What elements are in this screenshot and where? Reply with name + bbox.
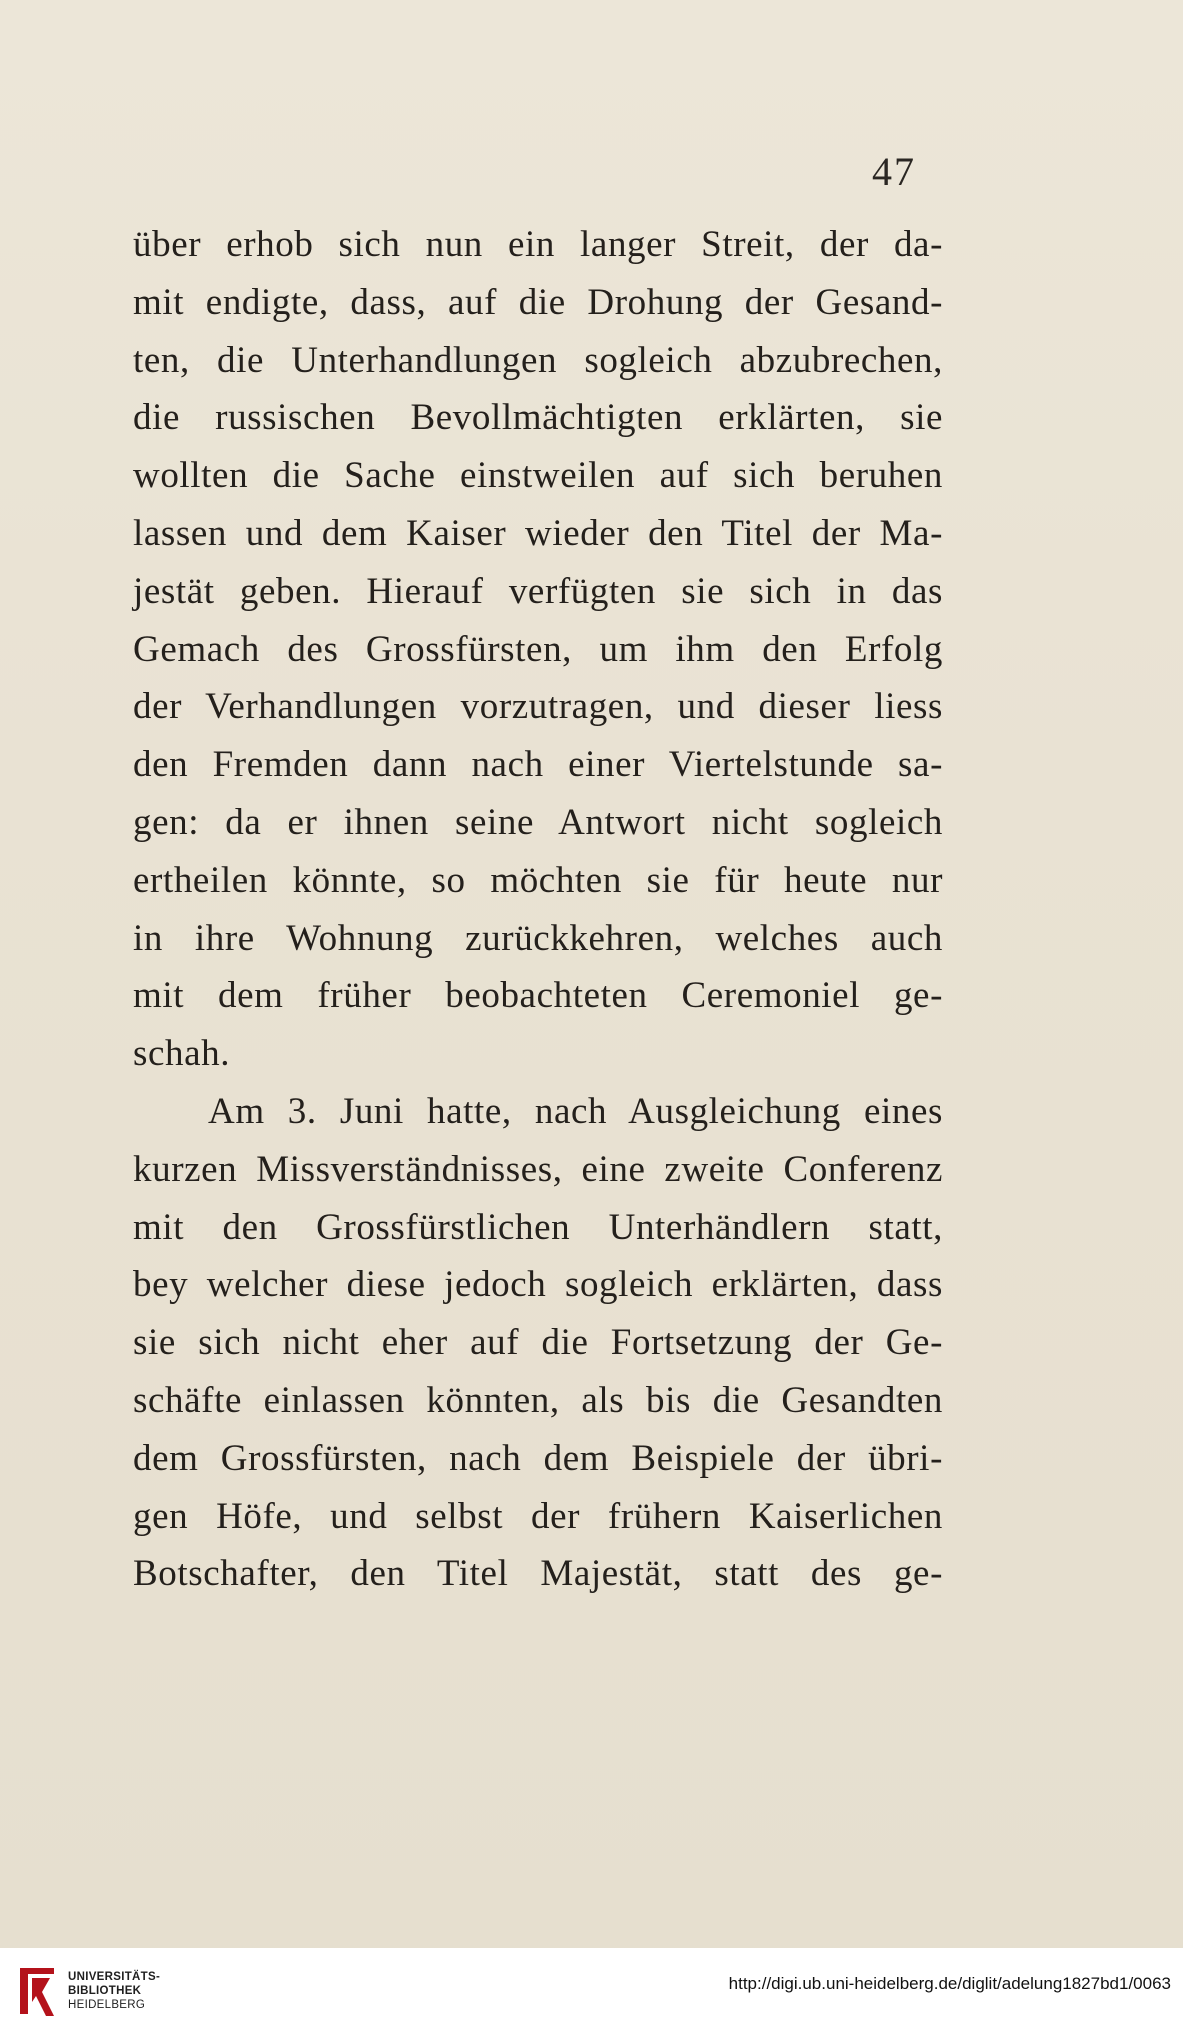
library-name-line: UNIVERSITÄTS- [68,1971,161,1983]
text-line: lassen und dem Kaiser wieder den Titel der Ma- [133,512,943,554]
text-line: in ihre Wohnung zurückkehren, welches auch [133,917,943,959]
text-line: kurzen Missverständnisses, eine zweite Conferenz [133,1148,943,1190]
text-line: Am 3. Juni hatte, nach Ausgleichung eines [208,1090,943,1132]
text-line: sie sich nicht eher auf die Fortsetzung der Ge- [133,1322,943,1364]
text-line: mit endigte, dass, auf die Drohung der Gesand- [133,281,943,323]
text-line: mit den Grossfürstlichen Unterhändlern statt, [133,1206,943,1248]
page-number: 47 [872,149,916,194]
text-line: Botschafter, den Titel Majestät, statt des ge- [133,1553,943,1595]
text-line: schah. [133,1033,231,1075]
text-line: den Fremden dann nach einer Viertelstunde sa- [133,744,943,786]
text-line: der Verhandlungen vorzutragen, und dieser liess [133,686,943,728]
text-line: wollten die Sache einstweilen auf sich beruhen [133,455,943,497]
body-text [133,216,943,1603]
text-line: gen: da er ihnen seine Antwort nicht sogleich [133,801,943,843]
library-name [68,1970,160,2012]
text-line: ertheilen könnte, so möchten sie für heute nur [133,859,943,901]
text-line: dem Grossfürsten, nach dem Beispiele der übri- [133,1437,943,1479]
text-line: über erhob sich nun ein langer Streit, der da- [133,224,943,265]
text-line: ten, die Unterhandlungen sogleich abzubrechen, [133,339,943,381]
library-name-line: HEIDELBERG [68,1999,146,2011]
library-name-line: BIBLIOTHEK [68,1985,142,1997]
text-line: Gemach des Grossfürsten, um ihm den Erfolg [133,628,943,670]
text-line: die russischen Bevollmächtigten erklärten, sie [133,397,943,439]
text-line: jestät geben. Hierauf verfügten sie sich in das [133,570,943,612]
library-logo-icon [14,1964,60,2020]
text-line: schäfte einlassen könnten, als bis die Gesandten [133,1379,943,1421]
source-url-link[interactable]: http://digi.ub.uni-heidelberg.de/diglit/adelung1827bd1/0063 [728,1974,1171,1993]
text-line: gen Höfe, und selbst der frühern Kaiserlichen [133,1495,943,1537]
footer-bar [0,1948,1183,2033]
text-line: mit dem früher beobachteten Ceremoniel ge- [133,975,943,1017]
text-line: bey welcher diese jedoch sogleich erklärten, dass [133,1264,943,1306]
